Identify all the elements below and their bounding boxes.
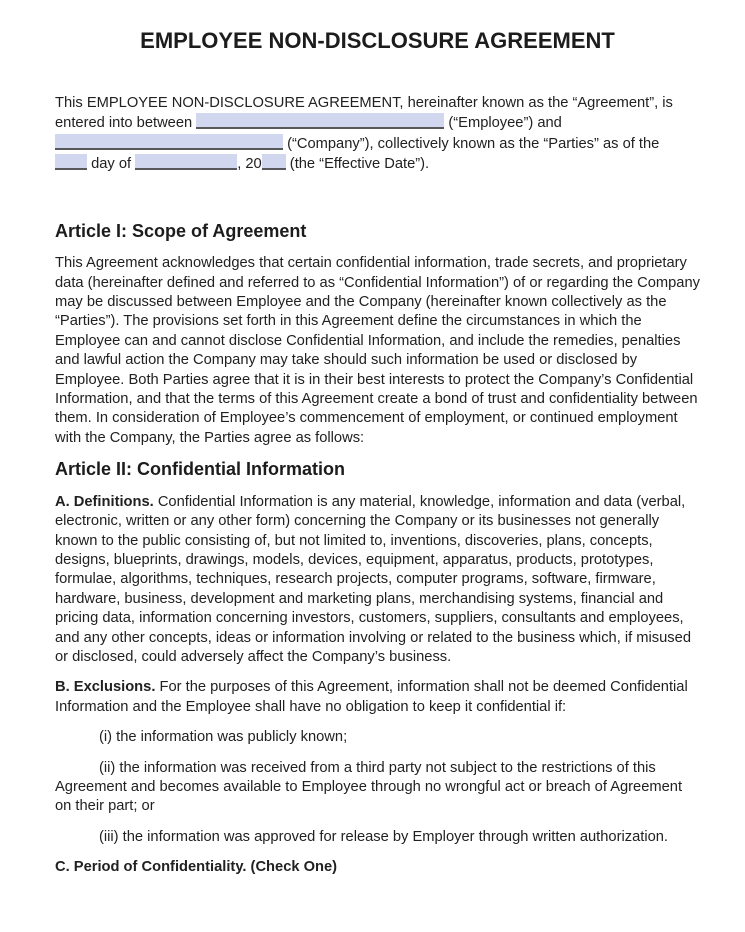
intro-line1-text: This EMPLOYEE NON-DISCLOSURE AGREEMENT, hereinafter known as the “Agreement”, is	[55, 95, 673, 111]
year-field[interactable]	[262, 154, 286, 170]
intro-line4-tail-text: (the “Effective Date”).	[289, 156, 430, 173]
exclusions-label: B. Exclusions.	[55, 679, 156, 696]
period-of-confidentiality-label: C. Period of Confidentiality. (Check One)	[55, 859, 338, 876]
intro-line4-comma-20-text: , 20	[237, 156, 262, 173]
exclusion-item-i: (i) the information was publicly known;	[99, 729, 348, 746]
definitions-body-text: Confidential Information is any material, knowledge, information and data (verbal, electronic, written or any other form) concerning the Company or its businesses not generally known to the public consisting of, but not limited to, inventions, discoveries, plans, concepts, designs, blueprints, drawings, models, devices, equipment, apparatus, products, prototypes, formulae, algorithms, techniques, research projects, computer programs, software, firmware, hardware, business, development and marketing plans, merchandising systems, financial and pricing data, information concerning investors, customers, suppliers, consultants and employees, and any other concepts, ideas or information involving or related to the business which, if misused or disclosed, could adversely affect the Company’s business.	[55, 493, 691, 665]
exclusions-body-text: For the purposes of this Agreement, information shall not be deemed Confidential Information and the Employee shall have no obligation to keep it confidential if:	[55, 679, 688, 715]
company-name-field[interactable]	[55, 134, 283, 150]
intro-line2-after-text: (“Employee”) and	[448, 115, 562, 132]
document-title: EMPLOYEE NON-DISCLOSURE AGREEMENT	[140, 28, 615, 53]
intro-line4-day-of-text: day of	[91, 156, 132, 173]
article-2-heading: Article II: Confidential Information	[55, 459, 346, 480]
article-1-body-paragraph: This Agreement acknowledges that certain confidential information, trade secrets, and proprietary data (hereinafter defined and referred to as “Confidential Information”) of or regarding the Company may be discussed between Employee and the Company (hereinafter known collectively as the “Parties”). The provisions set forth in this Agreement define the circumstances in which the Employee can and cannot disclose Confidential Information, and include the remedies, penalties and lawful action the Company may take should such information be used or disclosed by Employee. Both Parties agree that it is in their best interests to protect the Company’s Confidential Information, and that the terms of this Agreement create a bond of trust and confidentiality between them. In consideration of Employee’s commencement of employment, or continued employment with the Company, the Parties agree as follows:	[55, 255, 700, 446]
exclusion-item-iii: (iii) the information was approved for release by Employer through written authorization.	[99, 828, 669, 845]
article-1-heading: Article I: Scope of Agreement	[55, 220, 307, 241]
month-field[interactable]	[135, 154, 237, 170]
exclusion-item-ii: (ii) the information was received from a third party not subject to the restrictions of this Agreement and becomes available to Employee through no wrongful act or breach of Agreement on their part; or	[55, 759, 683, 815]
exclusions-paragraph	[55, 678, 700, 717]
definitions-paragraph	[55, 493, 700, 668]
intro-line2-before-text: entered into between	[55, 115, 193, 132]
definitions-label: A. Definitions.	[55, 493, 154, 510]
intro-paragraph	[55, 94, 700, 175]
employee-name-field[interactable]	[196, 113, 444, 129]
day-field[interactable]	[55, 154, 87, 170]
period-of-confidentiality-paragraph	[55, 858, 700, 877]
intro-line3-after-text: (“Company”), collectively known as the “Parties” as of the	[287, 135, 660, 152]
